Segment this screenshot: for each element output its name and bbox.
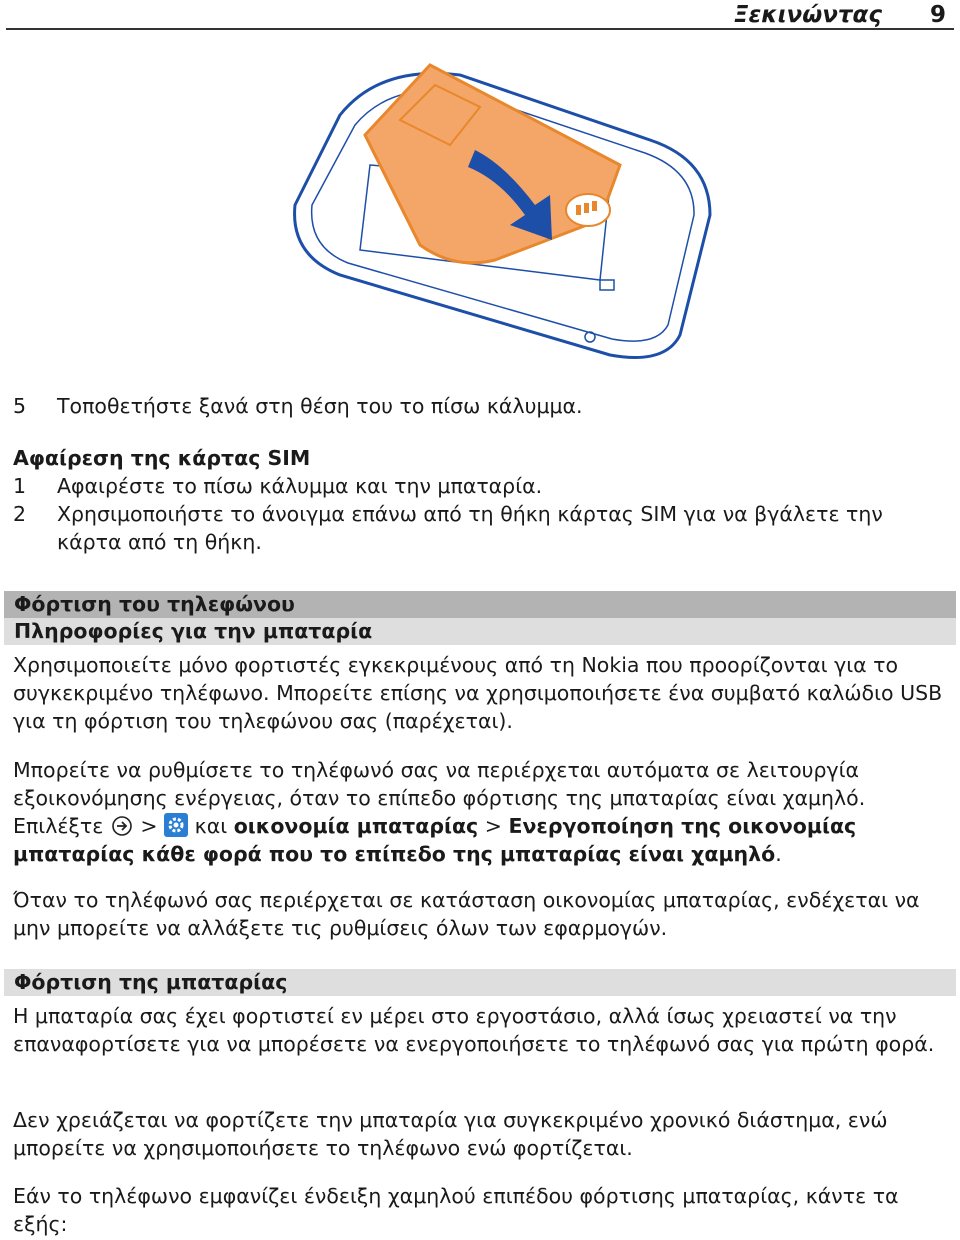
step-text: Χρησιμοποιήστε το άνοιγμα επάνω από τη θήκη κάρτας SIM για να βγάλετε την κάρτα από τη θήκη. bbox=[57, 502, 883, 554]
paragraph: Όταν το τηλέφωνό σας περιέρχεται σε κατάσταση οικονομίας μπαταρίας, ενδέχεται να μην μπορείτε να αλλάξετε τις ρυθμίσεις όλων των εφαρμογών. bbox=[13, 888, 920, 940]
menu-battery-saving: οικονομία μπαταρίας bbox=[233, 814, 479, 838]
settings-gear-icon bbox=[164, 813, 188, 837]
page-number: 9 bbox=[929, 2, 946, 28]
header-divider bbox=[6, 28, 954, 30]
list-item bbox=[13, 472, 948, 500]
battery-info-body bbox=[13, 651, 948, 735]
charge-battery-p3 bbox=[13, 1182, 948, 1238]
charging-section-title: Φόρτιση του τηλεφώνου bbox=[4, 591, 956, 618]
charge-battery-p1 bbox=[13, 1002, 948, 1058]
charge-battery-title: Φόρτιση της μπαταρίας bbox=[4, 969, 956, 996]
paragraph-end: . bbox=[775, 842, 782, 866]
separator: > bbox=[140, 814, 158, 838]
menu-enable-option: Ενεργοποίηση της οικονομίας μπαταρίας κάθε φορά που το επίπεδο της μπαταρίας είναι χαμηλό bbox=[13, 814, 857, 866]
paragraph: Χρησιμοποιείτε μόνο φορτιστές εγκεκριμένους από τη Nokia που προορίζονται για το συγκεκριμένο τηλέφωνο. Μπορείτε επίσης να χρησιμοποιήσετε ένα συμβατό καλώδιο USB για τη φόρτιση του τηλεφώνου σας (παρέχεται). bbox=[13, 653, 943, 733]
step-text: Αφαιρέστε το πίσω κάλυμμα και την μπαταρία. bbox=[57, 474, 543, 498]
battery-info-title: Πληροφορίες για την μπαταρία bbox=[4, 618, 956, 645]
sim-removal-section bbox=[13, 444, 948, 556]
step-number: 2 bbox=[13, 502, 27, 526]
sim-removal-heading: Αφαίρεση της κάρτας SIM bbox=[13, 446, 311, 470]
step-text: Τοποθετήστε ξανά στη θέση του το πίσω κάλυμμα. bbox=[57, 394, 583, 418]
battery-insertion-illustration bbox=[270, 45, 720, 365]
charge-battery-p2 bbox=[13, 1106, 948, 1162]
paragraph-text: και bbox=[194, 814, 228, 838]
paragraph: Εάν το τηλέφωνο εμφανίζει ένδειξη χαμηλού επιπέδου φόρτισης μπαταρίας, κάντε τα εξής: bbox=[13, 1184, 899, 1236]
page-header bbox=[0, 0, 960, 30]
list-item bbox=[13, 500, 948, 556]
chapter-title: Ξεκινώντας bbox=[733, 2, 882, 28]
step-number: 5 bbox=[13, 394, 27, 418]
separator: > bbox=[484, 814, 502, 838]
power-saving-paragraph bbox=[13, 756, 948, 868]
step-5 bbox=[13, 392, 948, 420]
step-number: 1 bbox=[13, 474, 27, 498]
menu-arrow-icon bbox=[110, 815, 134, 837]
paragraph: Δεν χρειάζεται να φορτίζετε την μπαταρία για συγκεκριμένο χρονικό διάστημα, ενώ μπορείτε να χρησιμοποιήσετε το τηλέφωνο ενώ φορτίζεται. bbox=[13, 1108, 888, 1160]
power-saving-note bbox=[13, 886, 948, 942]
paragraph: Η μπαταρία σας έχει φορτιστεί εν μέρει στο εργοστάσιο, αλλά ίσως χρειαστεί να την επαναφορτίσετε για να μπορέσετε να ενεργοποιήσετε το τηλέφωνό σας για πρώτη φορά. bbox=[13, 1004, 935, 1056]
paragraph-text: Μπορείτε να ρυθμίσετε το τηλέφωνό σας να περιέρχεται αυτόματα σε λειτουργία εξοικονόμησης ενέργειας, όταν το επίπεδο φόρτισης της μπαταρίας είναι χαμηλό. Επιλέξτε bbox=[13, 758, 866, 838]
